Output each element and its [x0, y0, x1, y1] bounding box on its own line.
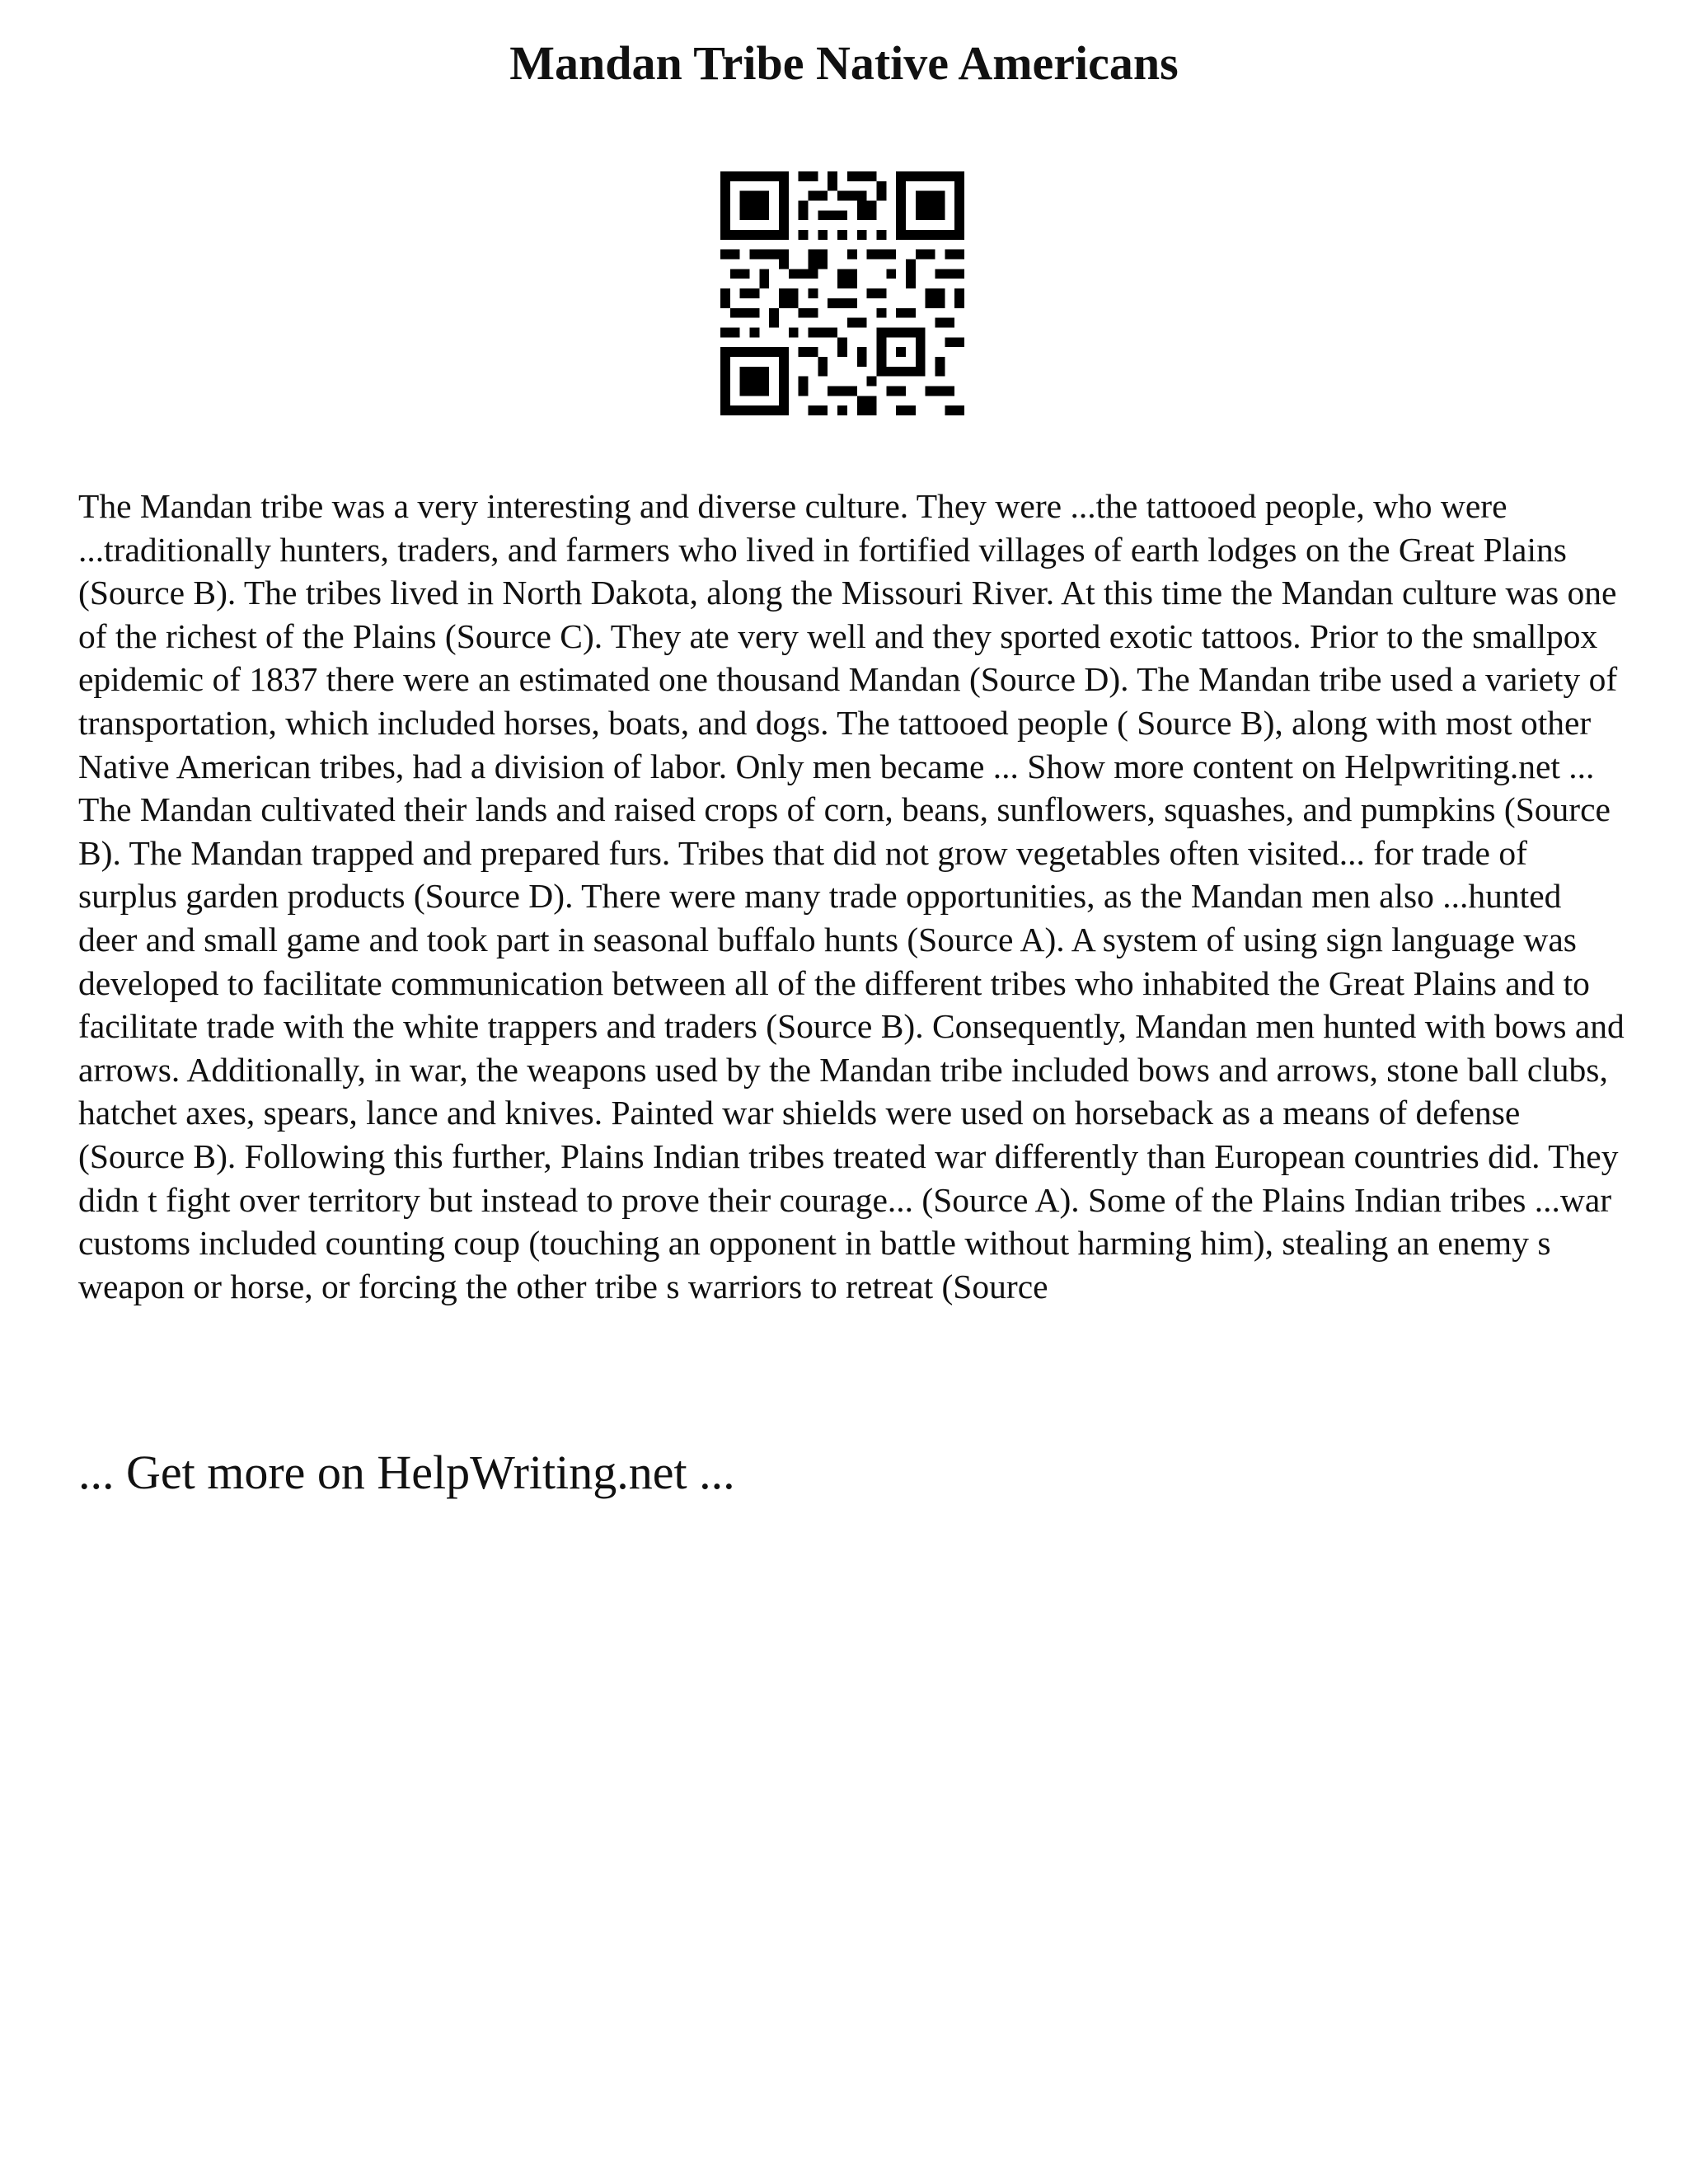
paragraph-1: The Mandan tribe was a very interesting and diverse culture. They were ...the tattooed people, who were ...traditionally hunters, traders, and farmers who lived in fortified villages of earth lodges on the Great Plains (Source B). The tribes lived in North Dakota, along the Missouri River. At this time the Mandan culture was one of the richest of the Plains (Source C). They ate very well and they sported exotic tattoos. Prior to the smallpox epidemic of 1837 there were an estimated one thousand Mandan (Source D). The Mandan tribe used a variety of transportation, which included horses, boats, and dogs. The tattooed people ( Source B), along with most other Native American tribes, had a division of labor. Only men became ... Show more content on Helpwriting.net ... [78, 487, 1618, 785]
qr-code-icon [720, 171, 964, 415]
page-title: Mandan Tribe Native Americans [509, 36, 1179, 90]
get-more-link[interactable]: ... Get more on HelpWriting.net ... [78, 1446, 735, 1499]
article-body [78, 485, 1628, 1308]
paragraph-2: The Mandan cultivated their lands and raised crops of corn, beans, sunflowers, squashes, and pumpkins (Source B). The Mandan trapped and prepared furs. Tribes that did not grow vegetables often visited... for trade of surplus garden products (Source D). There were many trade opportunities, as the Mandan men also ...hunted deer and small game and took part in seasonal buffalo hunts (Source A). A system of using sign language was developed to facilitate communication between all of the different tribes who inhabited the Great Plains and to facilitate trade with the white trappers and traders (Source B). Consequently, Mandan men hunted with bows and arrows. Additionally, in war, the weapons used by the Mandan tribe included bows and arrows, stone ball clubs, hatchet axes, spears, lance and knives. Painted war shields were used on horseback as a means of defense (Source B). Following this further, Plains Indian tribes treated war differently than European countries did. They didn t fight over territory but instead to prove their courage... (Source A). Some of the Plains Indian tribes ...war customs included counting coup (touching an opponent in battle without harming him), stealing an enemy s weapon or horse, or forcing the other tribe s warriors to retreat (Source [78, 790, 1625, 1305]
